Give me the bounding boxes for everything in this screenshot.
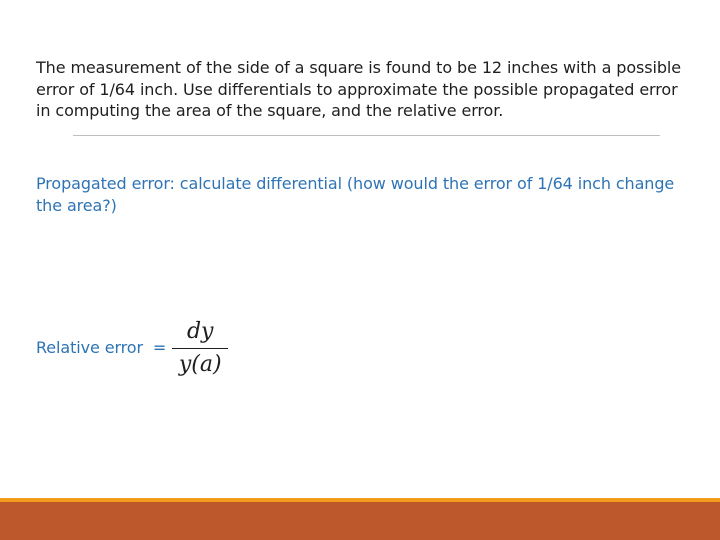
fraction [172, 318, 228, 379]
fraction-numerator: dy [186, 318, 214, 344]
divider-line [73, 135, 660, 136]
relative-error-formula [36, 312, 228, 384]
footer-band [0, 502, 720, 540]
relative-error-label: Relative error = [36, 338, 167, 358]
fraction-denominator: y(a) [178, 351, 222, 377]
propagated-error-prompt: Propagated error: calculate differential (how would the error of 1/64 inch change the area?) [36, 174, 675, 215]
problem-statement: The measurement of the side of a square is found to be 12 inches with a possible error of 1/64 inch. Use differentials to approximate the possible propagated error in computing the area of the square, and the relative error. [36, 58, 681, 120]
